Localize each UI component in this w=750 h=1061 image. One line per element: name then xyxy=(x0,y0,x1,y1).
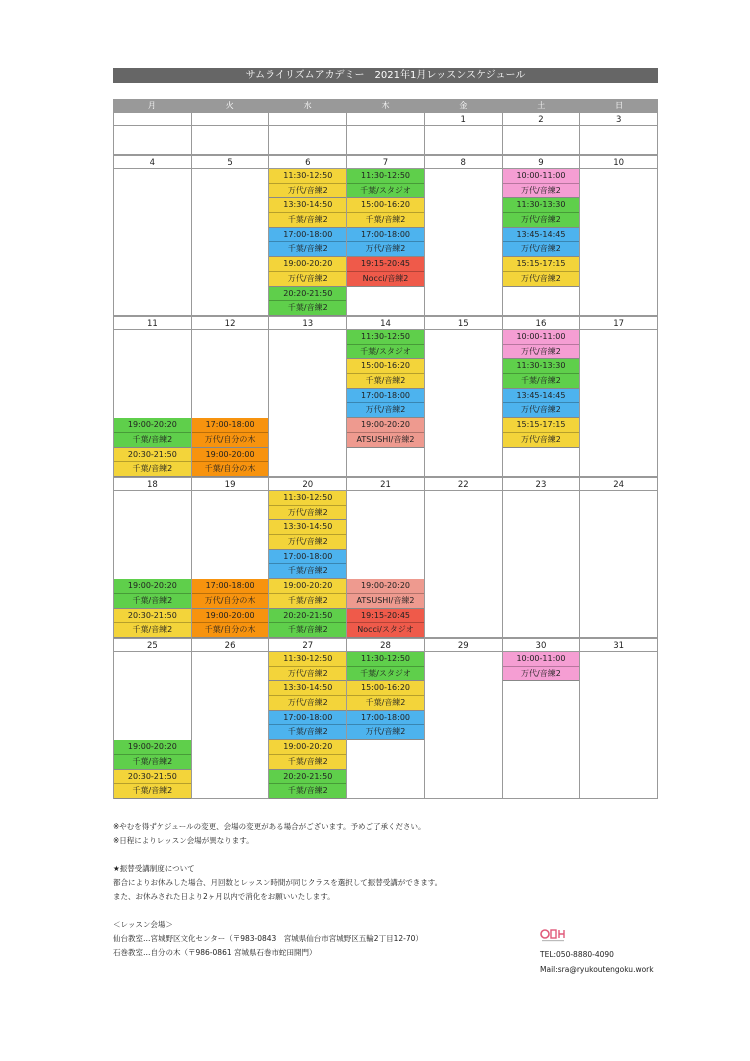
venue-ishinomaki: 石巻教室…自分の木（〒986-0861 宮城県石巻市蛇田開門） xyxy=(113,948,317,957)
lesson-time: 19:15-20:45 xyxy=(347,257,424,272)
lesson-block[interactable] xyxy=(269,198,346,227)
date-cell: 29 xyxy=(425,638,503,652)
lesson-time: 11:30-12:50 xyxy=(347,169,424,184)
date-cell: 2 xyxy=(503,112,581,126)
lesson-block[interactable] xyxy=(269,257,346,286)
date-cell: 25 xyxy=(114,638,192,652)
lesson-block[interactable] xyxy=(347,418,424,447)
day-cell xyxy=(347,126,425,155)
lesson-place: 万代/自分の木 xyxy=(204,434,256,444)
academy-logo xyxy=(540,928,566,944)
lesson-place: Nocci/スタジオ xyxy=(357,625,414,635)
lesson-block[interactable] xyxy=(347,681,424,710)
lesson-time: 19:00-20:20 xyxy=(269,579,346,594)
lesson-time: 20:30-21:50 xyxy=(114,609,191,624)
weekday-6: 日 xyxy=(615,101,624,110)
lesson-block[interactable] xyxy=(503,198,580,227)
lesson-place: 千葉/音練2 xyxy=(287,215,328,225)
lesson-place: 千葉/音練2 xyxy=(521,376,561,386)
day-cell xyxy=(192,169,270,316)
day-cell xyxy=(192,491,270,638)
date-cell: 3 xyxy=(580,112,658,126)
lesson-time: 15:15-17:15 xyxy=(503,257,580,272)
lesson-time: 11:30-12:50 xyxy=(269,169,346,184)
lesson-block[interactable] xyxy=(114,740,191,769)
day-cell xyxy=(269,330,347,477)
lesson-time: 19:00-20:20 xyxy=(114,740,191,755)
lesson-place: 千葉/音練2 xyxy=(287,595,328,605)
lesson-time: 17:00-18:00 xyxy=(269,711,346,726)
lesson-place: 千葉/音練2 xyxy=(132,756,173,766)
day-cell xyxy=(269,491,347,638)
date-cell: 30 xyxy=(503,638,581,652)
lesson-time: 10:00-11:00 xyxy=(503,169,580,184)
makeup-title: ★振替受講制度について xyxy=(113,864,195,873)
lesson-place: 千葉/音練2 xyxy=(287,756,328,766)
lesson-block[interactable] xyxy=(347,652,424,681)
lesson-time: 19:00-20:20 xyxy=(347,579,424,594)
day-cell xyxy=(425,330,503,477)
calendar xyxy=(113,99,658,799)
lesson-block[interactable] xyxy=(503,330,580,359)
lesson-time: 19:00-20:00 xyxy=(192,448,269,463)
date-cell: 17 xyxy=(580,316,658,330)
date-cell: 15 xyxy=(425,316,503,330)
date-cell xyxy=(192,112,270,126)
date-cell: 12 xyxy=(192,316,270,330)
weekday-2: 水 xyxy=(303,101,312,110)
lesson-place: 千葉/自分の木 xyxy=(204,464,256,474)
day-cell xyxy=(114,652,192,799)
date-cell: 26 xyxy=(192,638,270,652)
lesson-time: 13:30-14:50 xyxy=(269,198,346,213)
lesson-block[interactable] xyxy=(503,228,580,257)
lesson-block[interactable] xyxy=(269,169,346,198)
lesson-place: 万代/音練2 xyxy=(287,507,328,517)
lesson-block[interactable] xyxy=(269,228,346,257)
lesson-place: 万代/音練2 xyxy=(521,185,561,195)
date-cell: 19 xyxy=(192,477,270,491)
lesson-place: 千葉/音練2 xyxy=(287,244,328,254)
lesson-place: 万代/音練2 xyxy=(287,698,328,708)
week-row xyxy=(113,638,658,799)
lesson-place: 万代/音練2 xyxy=(521,215,561,225)
day-cell xyxy=(580,126,658,155)
day-cell xyxy=(347,169,425,316)
lesson-time: 15:00-16:20 xyxy=(347,198,424,213)
lesson-block[interactable] xyxy=(347,609,424,638)
day-cell xyxy=(192,126,270,155)
date-cell: 8 xyxy=(425,155,503,169)
lesson-time: 13:30-14:50 xyxy=(269,681,346,696)
lesson-time: 10:00-11:00 xyxy=(503,652,580,667)
lesson-place: 万代/音練2 xyxy=(287,537,328,547)
date-cell: 20 xyxy=(269,477,347,491)
note-venue: ※日程によりレッスン会場が異なります。 xyxy=(113,836,254,845)
lesson-block[interactable] xyxy=(347,389,424,418)
day-cell xyxy=(114,169,192,316)
lesson-block[interactable] xyxy=(347,579,424,608)
lesson-place: 千葉/音練2 xyxy=(287,786,328,796)
lesson-time: 19:15-20:45 xyxy=(347,609,424,624)
week-row xyxy=(113,112,658,155)
lesson-block[interactable] xyxy=(114,609,191,638)
lesson-block[interactable] xyxy=(503,652,580,681)
lesson-place: 千葉/音練2 xyxy=(287,303,328,313)
lesson-block[interactable] xyxy=(269,287,346,316)
lesson-time: 11:30-12:50 xyxy=(347,330,424,345)
lesson-place: 千葉/音練2 xyxy=(132,464,173,474)
lesson-place: 千葉/音練2 xyxy=(132,625,173,635)
date-cell: 27 xyxy=(269,638,347,652)
week-row xyxy=(113,155,658,316)
lesson-time: 11:30-12:50 xyxy=(269,652,346,667)
lesson-place: 万代/音練2 xyxy=(365,405,406,415)
weekday-0: 月 xyxy=(147,101,156,110)
makeup-line-2: また、お休みされた日より2ヶ月以内で消化をお願いいたします。 xyxy=(113,892,335,901)
day-cell xyxy=(425,491,503,638)
lesson-time: 13:45-14:45 xyxy=(503,228,580,243)
week-row xyxy=(113,316,658,477)
lesson-block[interactable] xyxy=(503,389,580,418)
lesson-block[interactable] xyxy=(114,418,191,447)
lesson-place: 千葉/音練2 xyxy=(287,566,328,576)
lesson-time: 17:00-18:00 xyxy=(347,711,424,726)
date-cell: 14 xyxy=(347,316,425,330)
day-cell xyxy=(192,652,270,799)
lesson-place: 万代/音練2 xyxy=(521,273,561,283)
lesson-time: 19:00-20:20 xyxy=(114,418,191,433)
lesson-block[interactable] xyxy=(269,609,346,638)
venue-title: ＜レッスン会場＞ xyxy=(113,920,173,929)
notes xyxy=(113,820,442,960)
weekday-3: 木 xyxy=(381,101,390,110)
lesson-time: 17:00-18:00 xyxy=(192,418,269,433)
lesson-block[interactable] xyxy=(347,711,424,740)
lesson-block[interactable] xyxy=(269,550,346,579)
lesson-time: 13:30-14:50 xyxy=(269,520,346,535)
day-cell xyxy=(425,126,503,155)
day-cell xyxy=(347,330,425,477)
lesson-place: 万代/音練2 xyxy=(521,668,561,678)
lesson-time: 15:00-16:20 xyxy=(347,681,424,696)
day-cell xyxy=(503,491,581,638)
lesson-block[interactable] xyxy=(114,448,191,477)
day-cell xyxy=(269,126,347,155)
lesson-place: 万代/音練2 xyxy=(521,405,561,415)
lesson-place: 万代/音練2 xyxy=(521,244,561,254)
lesson-block[interactable] xyxy=(269,652,346,681)
lesson-time: 17:00-18:00 xyxy=(347,389,424,404)
date-cell: 23 xyxy=(503,477,581,491)
weekday-5: 土 xyxy=(537,101,546,110)
lesson-time: 20:30-21:50 xyxy=(114,770,191,785)
lesson-block[interactable] xyxy=(269,491,346,520)
day-cell xyxy=(503,126,581,155)
date-cell: 7 xyxy=(347,155,425,169)
day-cell xyxy=(580,652,658,799)
lesson-time: 13:45-14:45 xyxy=(503,389,580,404)
lesson-block[interactable] xyxy=(192,418,269,447)
lesson-time: 19:00-20:20 xyxy=(347,418,424,433)
lesson-time: 17:00-18:00 xyxy=(269,550,346,565)
schedule-title: サムライリズムアカデミー 2021年1月レッスンスケジュール xyxy=(113,68,658,83)
lesson-block[interactable] xyxy=(192,579,269,608)
weekday-1: 火 xyxy=(225,101,234,110)
lesson-place: 万代/自分の木 xyxy=(204,595,256,605)
date-cell: 22 xyxy=(425,477,503,491)
day-cell xyxy=(503,330,581,477)
date-cell: 9 xyxy=(503,155,581,169)
lesson-place: 万代/音練2 xyxy=(521,346,561,356)
day-cell xyxy=(425,169,503,316)
lesson-block[interactable] xyxy=(269,711,346,740)
lesson-place: 千葉/音練2 xyxy=(365,376,406,386)
lesson-block[interactable] xyxy=(503,257,580,286)
lesson-time: 19:00-20:00 xyxy=(192,609,269,624)
lesson-time: 15:00-16:20 xyxy=(347,359,424,374)
day-cell xyxy=(269,652,347,799)
day-cell xyxy=(580,330,658,477)
day-cell xyxy=(580,491,658,638)
lesson-time: 19:00-20:20 xyxy=(269,740,346,755)
lesson-block[interactable] xyxy=(269,520,346,549)
week-row xyxy=(113,477,658,638)
lesson-block[interactable] xyxy=(347,198,424,227)
lesson-place: 万代/音練2 xyxy=(287,185,328,195)
lesson-block[interactable] xyxy=(269,681,346,710)
lesson-block[interactable] xyxy=(192,609,269,638)
lesson-time: 19:00-20:20 xyxy=(269,257,346,272)
lesson-time: 15:15-17:15 xyxy=(503,418,580,433)
date-cell xyxy=(269,112,347,126)
lesson-place: 千葉/音練2 xyxy=(287,625,328,635)
date-cell: 28 xyxy=(347,638,425,652)
lesson-block[interactable] xyxy=(269,770,346,799)
lesson-place: 万代/音練2 xyxy=(287,668,328,678)
lesson-time: 11:30-12:50 xyxy=(269,491,346,506)
day-cell xyxy=(425,652,503,799)
lesson-time: 11:30-12:50 xyxy=(347,652,424,667)
date-cell: 5 xyxy=(192,155,270,169)
day-cell xyxy=(114,491,192,638)
date-cell: 6 xyxy=(269,155,347,169)
lesson-time: 20:20-21:50 xyxy=(269,287,346,302)
date-cell: 24 xyxy=(580,477,658,491)
lesson-place: 万代/音練2 xyxy=(365,727,406,737)
lesson-block[interactable] xyxy=(347,330,424,359)
venue-sendai: 仙台教室…宮城野区文化センター（〒983-0843 宮城県仙台市宮城野区五輪2丁目12-70） xyxy=(113,934,423,943)
lesson-place: 千葉/音練2 xyxy=(132,595,173,605)
day-cell xyxy=(347,491,425,638)
lesson-place: 千葉/音練2 xyxy=(365,698,406,708)
lesson-time: 20:20-21:50 xyxy=(269,770,346,785)
lesson-block[interactable] xyxy=(347,257,424,286)
lesson-block[interactable] xyxy=(503,418,580,447)
lesson-time: 17:00-18:00 xyxy=(269,228,346,243)
day-cell xyxy=(580,169,658,316)
contact-tel: TEL:050-8880-4090 xyxy=(540,950,614,959)
date-cell: 11 xyxy=(114,316,192,330)
lesson-block[interactable] xyxy=(347,169,424,198)
date-cell: 13 xyxy=(269,316,347,330)
weekday-header xyxy=(113,99,658,112)
day-cell xyxy=(503,652,581,799)
lesson-place: 千葉/音練2 xyxy=(132,434,173,444)
lesson-time: 17:00-18:00 xyxy=(347,228,424,243)
day-cell xyxy=(114,126,192,155)
date-cell: 18 xyxy=(114,477,192,491)
date-cell xyxy=(114,112,192,126)
lesson-place: 万代/音練2 xyxy=(287,273,328,283)
lesson-block[interactable] xyxy=(114,770,191,799)
lesson-place: 千葉/自分の木 xyxy=(204,625,256,635)
day-cell xyxy=(192,330,270,477)
lesson-block[interactable] xyxy=(114,579,191,608)
lesson-place: 万代/音練2 xyxy=(365,244,406,254)
lesson-block[interactable] xyxy=(192,448,269,477)
lesson-block[interactable] xyxy=(269,740,346,769)
lesson-place: 千葉/スタジオ xyxy=(360,668,411,678)
day-cell xyxy=(269,169,347,316)
lesson-place: ATSUSHI/音練2 xyxy=(356,595,415,605)
lesson-time: 10:00-11:00 xyxy=(503,330,580,345)
lesson-block[interactable] xyxy=(347,228,424,257)
date-cell: 21 xyxy=(347,477,425,491)
lesson-place: 千葉/音練2 xyxy=(287,727,328,737)
date-cell: 4 xyxy=(114,155,192,169)
lesson-block[interactable] xyxy=(269,579,346,608)
lesson-place: 万代/音練2 xyxy=(521,434,561,444)
day-cell xyxy=(503,169,581,316)
date-cell: 31 xyxy=(580,638,658,652)
lesson-time: 20:30-21:50 xyxy=(114,448,191,463)
day-cell xyxy=(114,330,192,477)
lesson-time: 19:00-20:20 xyxy=(114,579,191,594)
lesson-block[interactable] xyxy=(503,359,580,388)
date-cell: 10 xyxy=(580,155,658,169)
lesson-place: 千葉/スタジオ xyxy=(360,346,411,356)
lesson-time: 11:30-13:30 xyxy=(503,359,580,374)
date-cell: 1 xyxy=(425,112,503,126)
lesson-time: 20:20-21:50 xyxy=(269,609,346,624)
lesson-place: 千葉/音練2 xyxy=(132,786,173,796)
day-cell xyxy=(347,652,425,799)
lesson-block[interactable] xyxy=(503,169,580,198)
lesson-place: 千葉/音練2 xyxy=(365,215,406,225)
contact-mail[interactable]: Mail:sra@ryukoutengoku.work xyxy=(540,965,654,974)
makeup-line-1: 都合によりお休みした場合、月回数とレッスン時間が同じクラスを選択して振替受講ができます。 xyxy=(113,878,443,887)
date-cell xyxy=(347,112,425,126)
note-change: ※やむを得ずケジュールの変更、会場の変更がある場合がございます。予めご了承ください。 xyxy=(113,822,426,831)
weekday-4: 金 xyxy=(459,101,468,110)
lesson-place: ATSUSHI/音練2 xyxy=(356,434,415,444)
lesson-block[interactable] xyxy=(347,359,424,388)
lesson-time: 17:00-18:00 xyxy=(192,579,269,594)
date-cell: 16 xyxy=(503,316,581,330)
lesson-place: Nocci/音練2 xyxy=(362,273,409,283)
lesson-place: 千葉/スタジオ xyxy=(360,185,411,195)
lesson-time: 11:30-13:30 xyxy=(503,198,580,213)
